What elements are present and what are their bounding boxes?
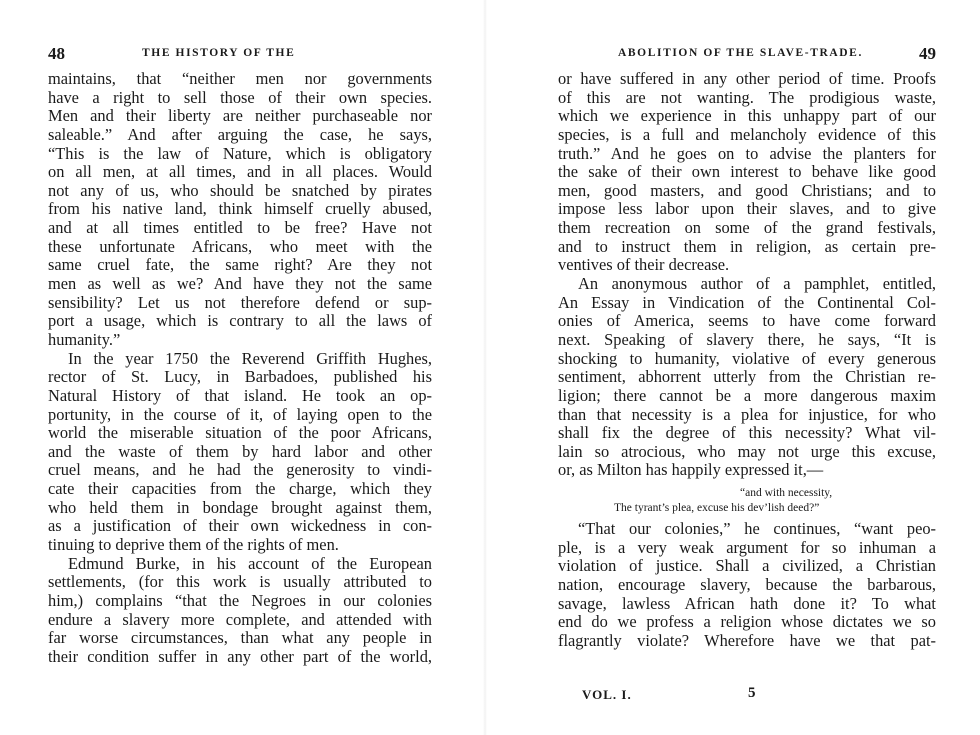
text-line: Men and their liberty are neither purchaseable nor (48, 106, 432, 126)
text-line: than that necessity is a plea for injustice, for who (558, 404, 936, 424)
text-line: from his native land, think himself cruelly abused, (48, 199, 432, 219)
text-line: these unfortunate Africans, who meet with the (48, 236, 432, 256)
text-line: men as well as we? And have they not the same (48, 274, 432, 294)
right-running-head: ABOLITION OF THE SLAVE-TRADE. (618, 47, 863, 59)
text-line: and at all times entitled to be free? Have not (48, 218, 432, 238)
text-line: violation of justice. Shall a civilized, a Christian (558, 556, 936, 576)
text-line: nation, encourage slavery, because the barbarous, (558, 575, 936, 595)
text-line: the sake of their own interest to behave like good (558, 162, 936, 182)
text-line: onies of America, seems to have come forward (558, 311, 936, 331)
verse-line: The tyrant’s plea, excuse his dev’lish deed?” (614, 502, 820, 515)
signature-mark: 5 (748, 685, 757, 701)
text-line: ventives of their decrease. (558, 255, 730, 275)
text-line: sensibility? Let us not therefore defend or sup- (48, 292, 432, 312)
text-line: and the waste of them by hard labor and other (48, 441, 432, 461)
text-line: rector of St. Lucy, in Barbadoes, published his (48, 367, 432, 387)
text-line: him,) complains “that the Negroes in our colonies (48, 590, 432, 610)
verse-quotation (558, 480, 936, 520)
right-page (490, 0, 980, 735)
verse-line: “and with necessity, (740, 487, 833, 500)
text-line: “That our colonies,” he continues, “want peo- (578, 519, 936, 539)
text-line: end do we profess a religion whose dictates we so (558, 612, 936, 632)
left-page-text (48, 70, 432, 667)
text-line: tinuing to deprive them of the rights of men. (48, 535, 339, 555)
right-page-number: 49 (919, 44, 936, 63)
text-line: same cruel fate, the same right? Are they not (48, 255, 432, 275)
left-page-header (48, 44, 432, 64)
text-line: sentiment, abhorrent utterly from the Christian re- (558, 367, 936, 387)
text-line: port a usage, which is contrary to all the laws of (48, 311, 432, 331)
right-page-text (558, 70, 936, 651)
text-line: Edmund Burke, in his account of the European (68, 553, 432, 573)
text-line: impose less labor upon their slaves, and to give (558, 199, 936, 219)
text-line: far worse circumstances, than what any people in (48, 628, 432, 648)
text-line: truth.” And he goes on to advise the planters for (558, 143, 936, 163)
text-line: saleable.” And after arguing the case, he says, (48, 124, 432, 144)
text-line: them recreation on some of the grand festivals, (558, 218, 936, 238)
text-line: shocking to humanity, violative of every generous (558, 348, 936, 368)
text-line: An Essay in Vindication of the Continental Col- (558, 292, 936, 312)
text-line: “This is the law of Nature, which is obligatory (48, 143, 432, 163)
text-line: Natural History of that island. He took an op- (48, 385, 432, 405)
text-line: of this are not wanting. The prodigious waste, (558, 87, 936, 107)
text-line: In the year 1750 the Reverend Griffith Hughes, (68, 348, 432, 368)
text-line: or have suffered in any other period of time. Proofs (558, 69, 936, 88)
left-page (0, 0, 480, 735)
text-line: have a right to sell those of their own species. (48, 87, 432, 107)
text-line: cate their capacities from the charge, which they (48, 479, 432, 499)
text-line: their condition suffer in any other part of the world, (48, 646, 432, 666)
text-line: next. Speaking of slavery there, he says, “It is (558, 329, 936, 349)
text-line: world the miserable situation of the poor Africans, (48, 423, 432, 443)
text-line: shall fix the degree of this necessity? What vil- (558, 423, 936, 443)
text-line: savage, lawless African hath done it? To what (558, 593, 936, 613)
text-line: men, good masters, and good Christians; and to (558, 180, 936, 200)
text-line: ligion; there cannot be a more dangerous maxim (558, 385, 936, 405)
text-line: humanity.” (48, 329, 121, 349)
volume-footer: VOL. I. (582, 687, 632, 702)
text-line: endure a slavery more complete, and attended with (48, 609, 432, 629)
right-page-header (558, 44, 936, 64)
text-line: flagrantly violate? Wherefore have we that pat- (558, 630, 936, 650)
text-line: and to instruct them in religion, as certain pre- (558, 236, 936, 256)
text-line: lain so atrocious, who may not urge this excuse, (558, 441, 936, 461)
left-running-head: THE HISTORY OF THE (142, 47, 296, 59)
text-line: on all men, at all times, and in all places. Would (48, 162, 432, 182)
book-gutter (483, 0, 487, 735)
text-line: as a justification of their own wickedness in con- (48, 516, 432, 536)
text-line: maintains, that “neither men nor governments (48, 69, 432, 88)
text-line: ple, is a very weak argument for so inhuman a (558, 537, 936, 557)
text-line: who held them in bondage brought against them, (48, 497, 432, 517)
text-line: cruel means, and he had the generosity to vindi- (48, 460, 432, 480)
text-line: An anonymous author of a pamphlet, entitled, (578, 274, 936, 294)
text-line: portunity, in the course of it, of laying open to the (48, 404, 432, 424)
text-line: or, as Milton has happily expressed it,— (558, 460, 824, 480)
text-line: not any of us, who should be snatched by pirates (48, 180, 432, 200)
text-line: settlements, (for this work is usually attributed to (48, 572, 432, 592)
left-page-number: 48 (48, 44, 65, 63)
text-line: species, is a full and melancholy evidence of this (558, 124, 936, 144)
text-line: which we experience in this unhappy part of our (558, 106, 936, 126)
